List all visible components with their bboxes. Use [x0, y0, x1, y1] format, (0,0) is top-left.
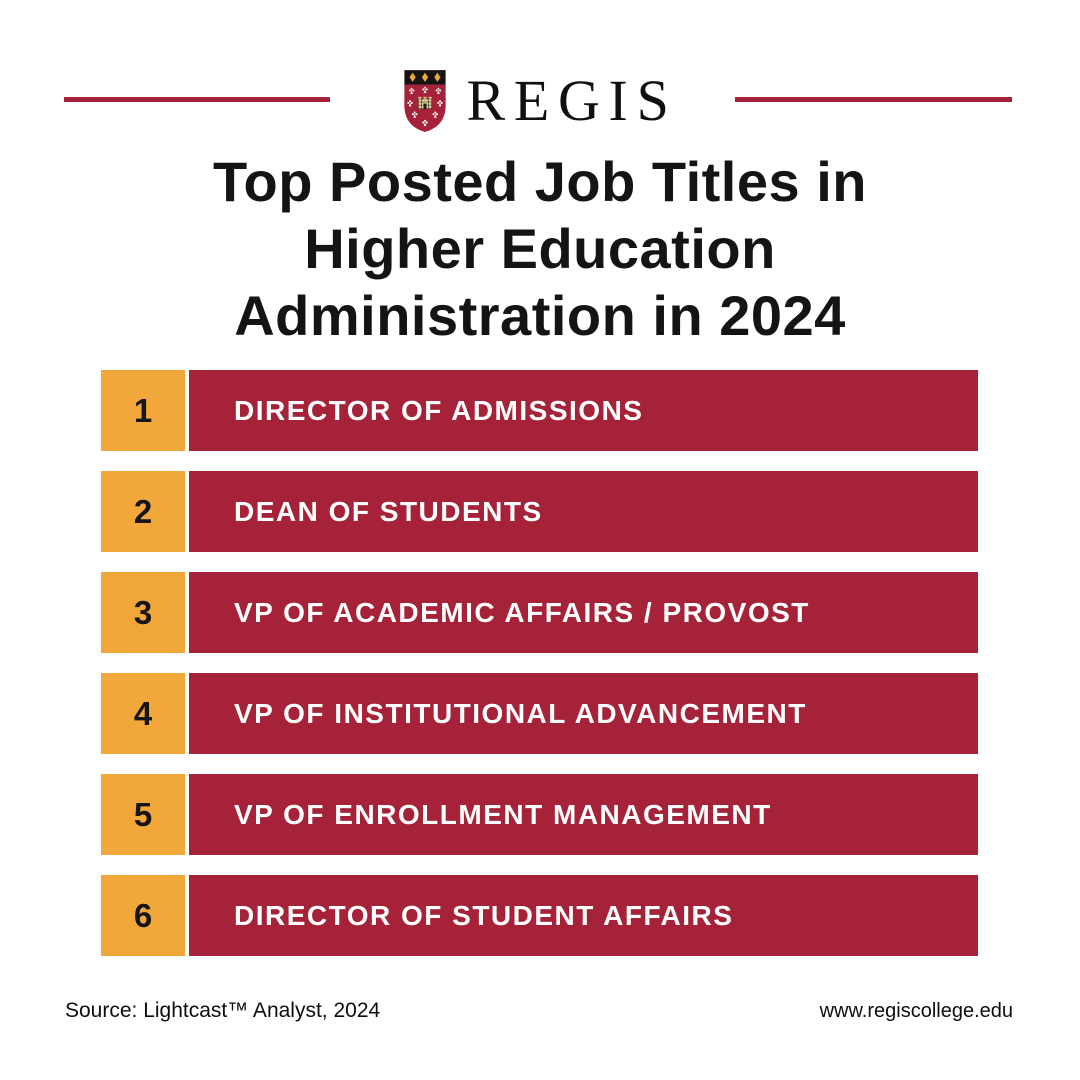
job-title-bar	[189, 370, 978, 451]
page-title	[0, 148, 1080, 349]
rank-number-badge: 3	[101, 572, 185, 653]
website-url: www.regiscollege.edu	[819, 1000, 1013, 1022]
job-title-bar	[189, 774, 978, 855]
rank-number-badge: 5	[101, 774, 185, 855]
rank-row-6	[101, 875, 978, 956]
job-title-label: VP OF ENROLLMENT MANAGEMENT	[234, 798, 772, 830]
regis-logo	[0, 64, 1080, 138]
rank-number-badge: 1	[101, 370, 185, 451]
regis-wordmark: REGIS	[466, 68, 678, 133]
title-line-2: Higher Education	[304, 217, 776, 280]
rank-number-badge: 4	[101, 673, 185, 754]
job-title-bar	[189, 875, 978, 956]
rank-row-2	[101, 471, 978, 552]
rank-number-badge: 2	[101, 471, 185, 552]
title-line-1: Top Posted Job Titles in	[213, 150, 867, 213]
job-title-bar	[189, 673, 978, 754]
rank-row-1	[101, 370, 978, 451]
job-title-label: VP OF INSTITUTIONAL ADVANCEMENT	[234, 697, 807, 729]
job-title-label: DIRECTOR OF STUDENT AFFAIRS	[234, 899, 734, 931]
rank-row-3	[101, 572, 978, 653]
title-line-3: Administration in 2024	[234, 284, 846, 347]
regis-crest-icon	[402, 68, 448, 134]
source-note: Source: Lightcast™ Analyst, 2024	[65, 999, 381, 1022]
rank-number-badge: 6	[101, 875, 185, 956]
job-title-label: DIRECTOR OF ADMISSIONS	[234, 394, 644, 426]
job-title-bar	[189, 572, 978, 653]
job-title-label: DEAN OF STUDENTS	[234, 495, 543, 527]
job-title-bar	[189, 471, 978, 552]
rank-row-4	[101, 673, 978, 754]
rank-row-5	[101, 774, 978, 855]
job-title-label: VP OF ACADEMIC AFFAIRS / PROVOST	[234, 596, 810, 628]
rank-list	[101, 370, 978, 956]
footer	[65, 999, 1013, 1023]
